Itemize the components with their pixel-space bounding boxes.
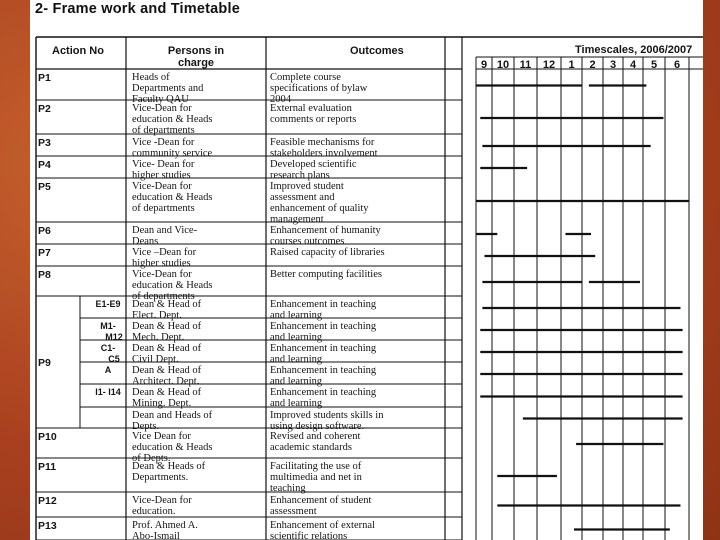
outcome: and learning — [270, 376, 323, 387]
header-persons: Persons in — [167, 45, 225, 57]
outcome: assessment and — [270, 192, 335, 203]
outcome: Complete course — [270, 72, 341, 83]
outcome: Enhancement in teaching — [270, 343, 377, 354]
outcome: research plans — [270, 170, 330, 181]
person-in-charge: Vice –Dean for — [132, 247, 197, 258]
sub-action-id: C5 — [108, 354, 120, 364]
sub-action-id: E1-E9 — [95, 299, 121, 309]
action-id: P3 — [38, 137, 51, 149]
person-in-charge: Departments and — [132, 83, 204, 94]
person-in-charge: education & Heads — [132, 280, 213, 291]
outcome: External evaluation — [270, 103, 352, 114]
sub-action-id: I1- I14 — [95, 387, 121, 397]
month-label: 9 — [480, 59, 488, 71]
outcome: Developed scientific — [270, 159, 357, 170]
outcome: 2004 — [270, 94, 291, 105]
action-id: P5 — [38, 181, 51, 193]
month-label: 11 — [519, 59, 532, 71]
person-in-charge: Dean and Heads of — [132, 410, 213, 421]
action-id: P12 — [38, 495, 57, 507]
person-in-charge: higher studies — [132, 170, 191, 181]
month-label: 5 — [650, 59, 658, 71]
outcome: Facilitating the use of — [270, 461, 362, 472]
sub-action-id: A — [104, 365, 112, 375]
outcome: management — [270, 214, 324, 225]
person-in-charge: Vice Dean for — [132, 431, 191, 442]
header-timescales: Timescales, 2006/2007 — [575, 44, 693, 56]
person-in-charge: Dean and Vice- — [132, 225, 198, 236]
outcome: courses outcomes — [270, 236, 345, 247]
outcome: stakeholders involvement — [270, 148, 378, 159]
action-id: P2 — [38, 103, 51, 115]
outcome: Enhancement in teaching — [270, 387, 377, 398]
person-in-charge: Dean & Head of — [132, 365, 202, 376]
outcome: Enhancement in teaching — [270, 365, 377, 376]
timetable-document — [30, 0, 703, 540]
outcome: Feasible mechanisms for — [270, 137, 375, 148]
action-id: P7 — [38, 247, 51, 259]
person-in-charge: Vice-Dean for — [132, 103, 192, 114]
action-id: P13 — [38, 520, 57, 532]
person-in-charge: Abo-Ismail — [132, 531, 180, 540]
person-in-charge: Vice- Dean for — [132, 159, 195, 170]
person-in-charge: Mech. Dept. — [132, 332, 185, 343]
outcome: assessment — [270, 506, 317, 517]
person-in-charge: Faculty QAU — [132, 94, 189, 105]
outcome: Enhancement of external — [270, 520, 375, 531]
outcome: enhancement of quality — [270, 203, 369, 214]
person-in-charge: Prof. Ahmed A. — [132, 520, 198, 531]
month-label: 2 — [589, 59, 596, 71]
person-in-charge: of departments — [132, 203, 195, 214]
person-in-charge: Vice-Dean for — [132, 269, 192, 280]
outcome: and learning — [270, 398, 323, 409]
outcome: and learning — [270, 310, 323, 321]
outcome: scientific relations — [270, 531, 348, 540]
month-label: 4 — [629, 59, 637, 71]
person-in-charge: Vice-Dean for — [132, 495, 192, 506]
sub-action-id: M12 — [105, 332, 123, 342]
outcome: using design software. — [270, 421, 365, 432]
person-in-charge: Depts. — [132, 421, 160, 432]
person-in-charge: of departments — [132, 125, 195, 136]
action-id: P10 — [38, 431, 57, 443]
person-in-charge: Vice-Dean for — [132, 181, 192, 192]
person-in-charge: education & Heads — [132, 114, 213, 125]
outcome: Better computing facilities — [270, 269, 382, 280]
action-id: P6 — [38, 225, 51, 237]
person-in-charge: of departments — [132, 291, 195, 302]
person-in-charge: Dean & Head of — [132, 343, 202, 354]
outcome: Enhancement of student — [270, 495, 372, 506]
person-in-charge: Deans — [132, 236, 159, 247]
page-title: 2- Frame work and Timetable — [35, 1, 240, 17]
person-in-charge: Dean & Head of — [132, 321, 202, 332]
outcome: Enhancement in teaching — [270, 321, 377, 332]
action-id: P8 — [38, 269, 51, 281]
person-in-charge: education. — [132, 506, 176, 517]
outcome: Improved student — [270, 181, 344, 192]
outcome: and learning — [270, 354, 323, 365]
outcome: Enhancement of humanity — [270, 225, 381, 236]
person-in-charge: of Depts. — [132, 453, 171, 464]
sub-action-id: C1- — [100, 343, 116, 353]
person-in-charge: education & Heads — [132, 442, 213, 453]
person-in-charge: Dean & Heads of — [132, 461, 206, 472]
sub-action-id: M1- — [100, 321, 116, 331]
outcome: and learning — [270, 332, 323, 343]
outcome: specifications of bylaw — [270, 83, 368, 94]
person-in-charge: Civil Dept. — [132, 354, 179, 365]
outcome: multimedia and net in — [270, 472, 362, 483]
action-id: P11 — [38, 461, 57, 473]
action-id: P4 — [38, 159, 51, 171]
month-label: 1 — [568, 59, 575, 71]
person-in-charge: Dean & Head of — [132, 387, 202, 398]
person-in-charge: higher studies — [132, 258, 191, 269]
person-in-charge: Elect. Dept. — [132, 310, 182, 321]
header-persons: charge — [177, 57, 215, 69]
action-id: P1 — [38, 72, 51, 84]
person-in-charge: Mining. Dept. — [132, 398, 192, 409]
month-label: 3 — [609, 59, 617, 71]
month-label: 12 — [542, 59, 556, 71]
header-outcomes: Outcomes — [350, 45, 404, 57]
person-in-charge: Departments. — [132, 472, 189, 483]
outcome: academic standards — [270, 442, 352, 453]
person-in-charge: community service — [132, 148, 213, 159]
person-in-charge: education & Heads — [132, 192, 213, 203]
outcome: Improved students skills in — [270, 410, 384, 421]
slide — [30, 0, 703, 540]
outcome: Raised capacity of libraries — [270, 247, 385, 258]
month-label: 10 — [496, 59, 510, 71]
month-label: 6 — [673, 59, 681, 71]
person-in-charge: Dean & Head of — [132, 299, 202, 310]
outcome: Revised and coherent — [270, 431, 361, 442]
outcome: comments or reports — [270, 114, 357, 125]
action-id: P9 — [38, 357, 51, 369]
person-in-charge: Vice -Dean for — [132, 137, 195, 148]
person-in-charge: Heads of — [132, 72, 170, 83]
outcome: Enhancement in teaching — [270, 299, 377, 310]
outcome: teaching — [270, 483, 306, 494]
header-action-no: Action No — [52, 45, 104, 57]
person-in-charge: Architect. Dept. — [132, 376, 200, 387]
